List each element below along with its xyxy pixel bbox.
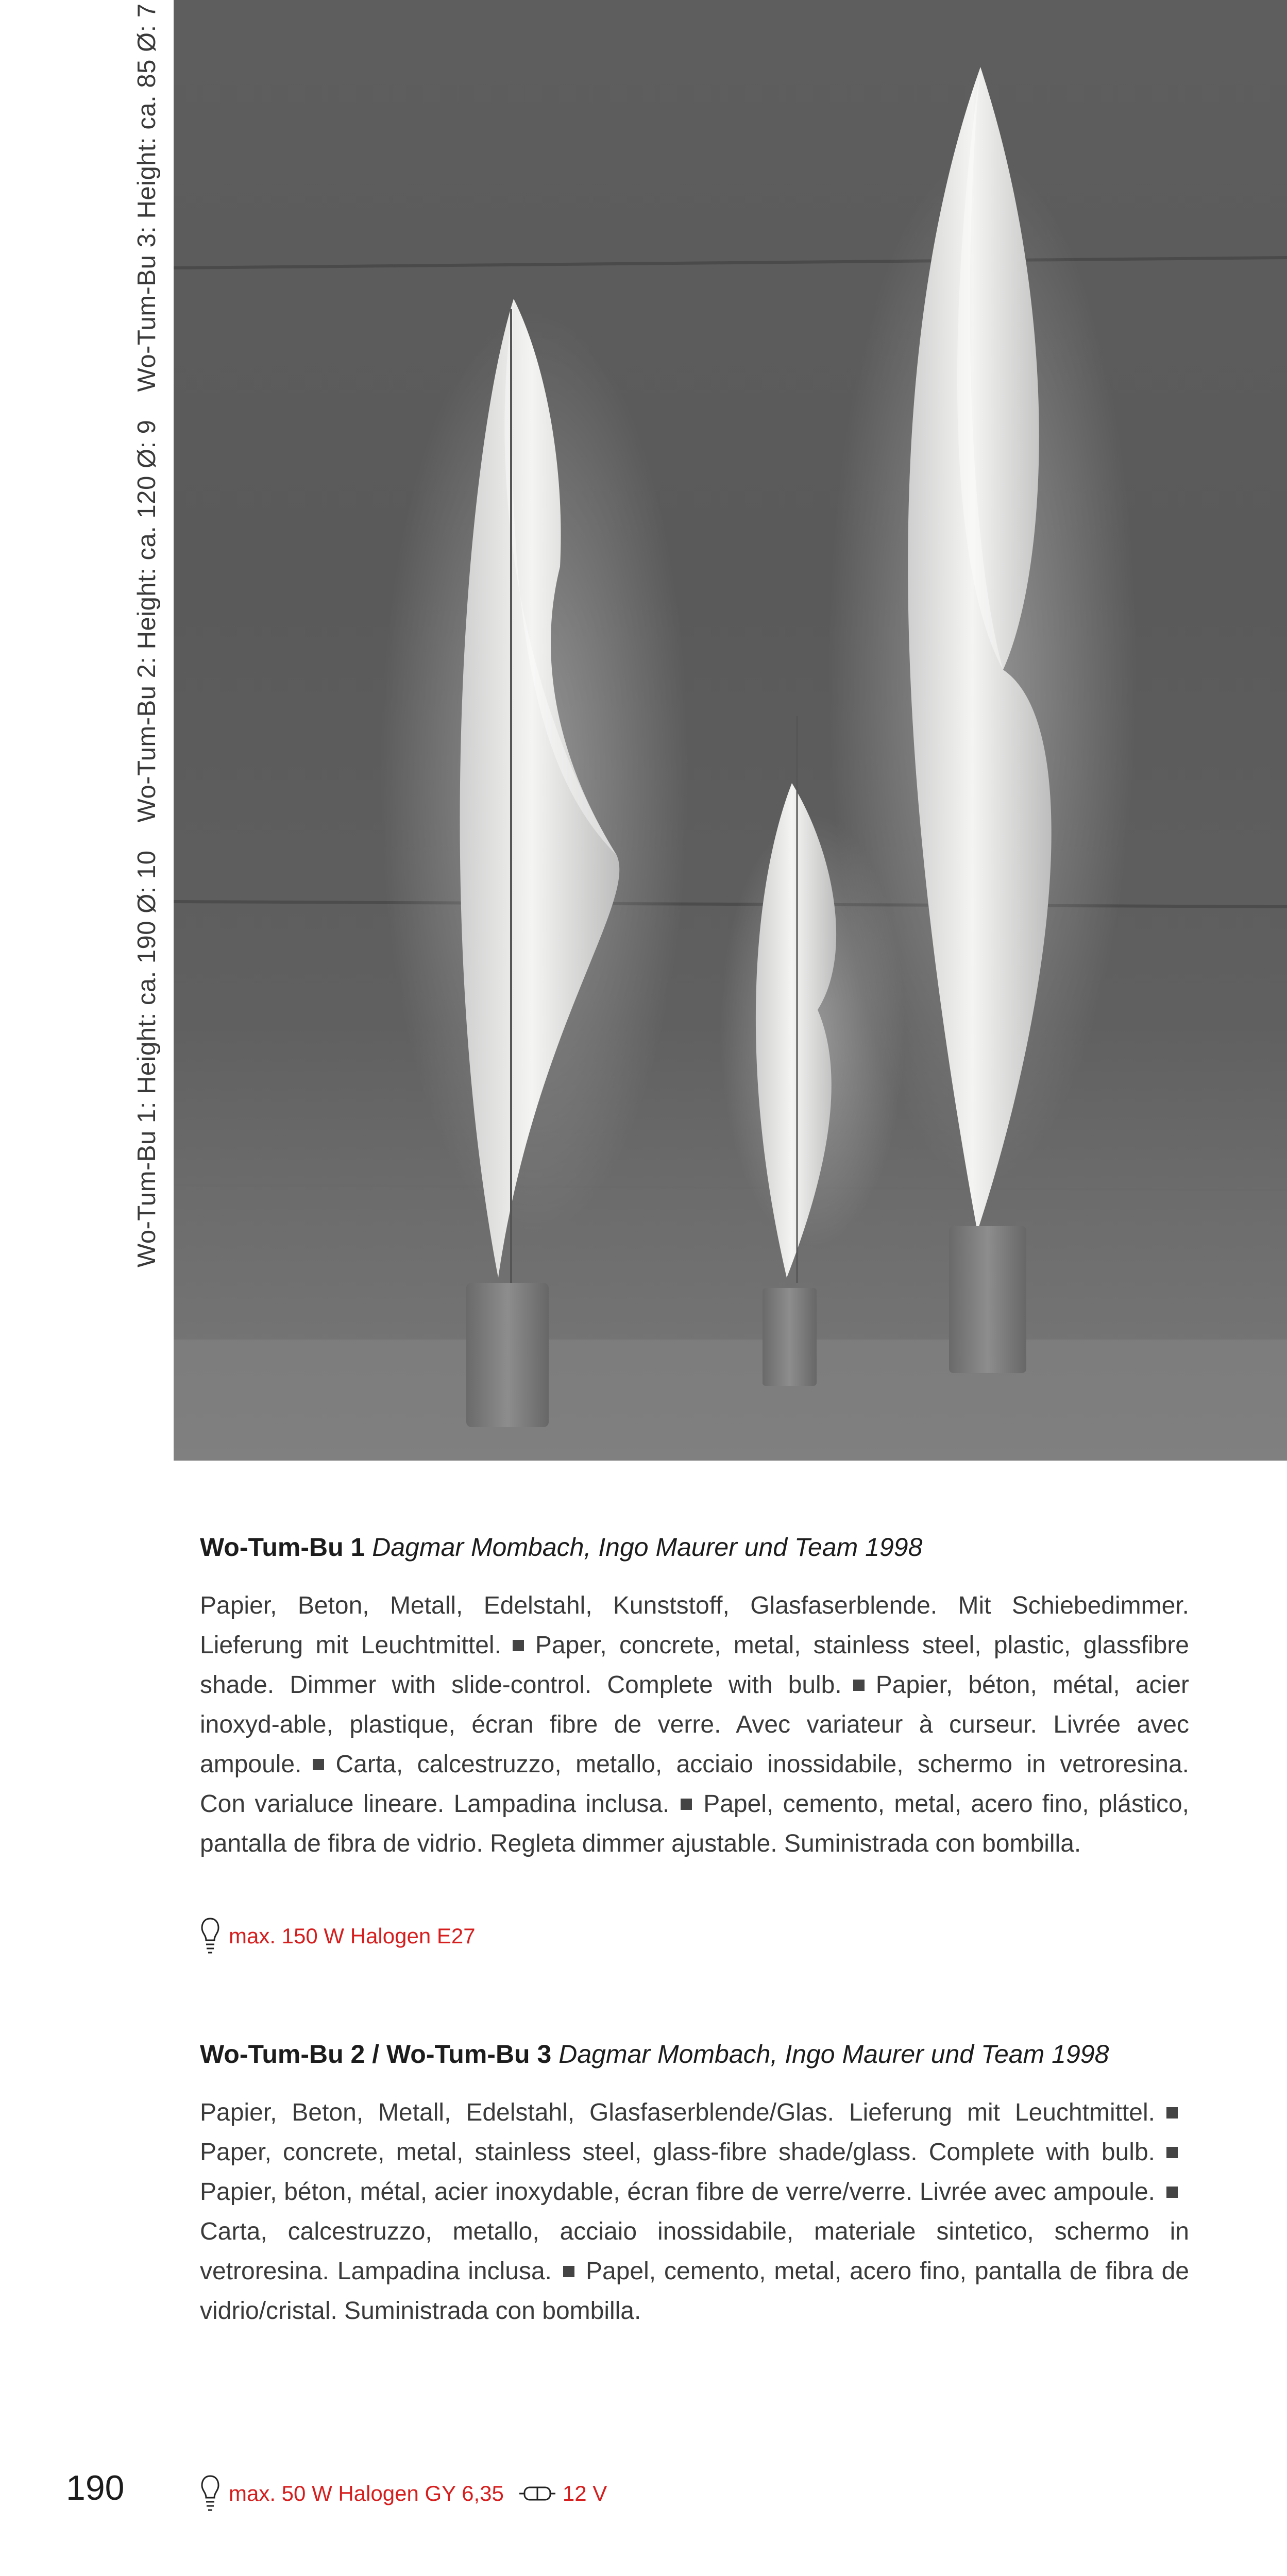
product-description (200, 1586, 1189, 1863)
page-number: 190 (66, 2468, 125, 2507)
product-title (200, 1529, 1189, 1565)
desc-it: Carta, calcestruzzo, metallo, acciaio inossidabile, materiale sintetico, schermo in vetroresina. Lampadina inclusa. (200, 2218, 1189, 2285)
product-name: Wo-Tum-Bu 1 (200, 1533, 365, 1562)
voltage-text: 12 V (562, 2481, 607, 2505)
desc-de: Papier, Beton, Metall, Edelstahl, Kunststoff, Glasfaserblende. Mit Schiebedimmer. Lieferung mit Leuchtmittel. (200, 1592, 1189, 1659)
separator-square-icon (681, 1799, 692, 1810)
spec-line-1 (200, 1916, 476, 1957)
caption-item-3: Wo-Tum-Bu 3: Height: ca. 85 Ø: 7 (133, 3, 161, 392)
spec-text: max. 50 W Halogen GY 6,35 (229, 2481, 504, 2505)
separator-square-icon (563, 2266, 574, 2277)
separator-square-icon (313, 1759, 324, 1770)
desc-fr: Papier, béton, métal, acier inoxyd-able, plastique, écran fibre de verre. Avec variateur à curseur. Livrée avec ampoule. (200, 1671, 1189, 1778)
desc-es: Papel, cemento, metal, acero fino, plástico, pantalla de fibra de vidrio. Regleta dimmer ajustable. Suministrada con bombilla. (200, 1790, 1189, 1857)
bulb-icon (200, 2474, 221, 2513)
separator-square-icon (1166, 2147, 1178, 2158)
desc-it: Carta, calcestruzzo, metallo, acciaio inossidabile, schermo in vetroresina. Con varialuce lineare. Lampadina inclusa. (200, 1751, 1189, 1818)
desc-en: Paper, concrete, metal, stainless steel, plastic, glassfibre shade. Dimmer with slide-control. Complete with bulb. (200, 1632, 1189, 1699)
desc-en: Paper, concrete, metal, stainless steel, glass-fibre shade/glass. Complete with bulb. (200, 2139, 1155, 2166)
caption-item-1: Wo-Tum-Bu 1: Height: ca. 190 Ø: 10 (133, 850, 161, 1267)
caption-item-2: Wo-Tum-Bu 2: Height: ca. 120 Ø: 9 (133, 419, 161, 823)
product-wo-tum-bu-2-3 (200, 2036, 1189, 2331)
bulb-icon (200, 1917, 221, 1956)
three-paper-floor-lamps-photo-icon (174, 0, 1287, 1461)
product-photo (174, 0, 1287, 1461)
product-designers: Dagmar Mombach, Ingo Maurer und Team 1998 (372, 1533, 923, 1562)
spec-line-2 (200, 2473, 607, 2514)
product-wo-tum-bu-1 (200, 1529, 1189, 1863)
separator-square-icon (1166, 2107, 1178, 2119)
transformer-icon (519, 2483, 555, 2504)
desc-de: Papier, Beton, Metall, Edelstahl, Glasfaserblende/Glas. Lieferung mit Leuchtmittel. (200, 2099, 1155, 2126)
separator-square-icon (1166, 2187, 1178, 2198)
product-name: Wo-Tum-Bu 2 / Wo-Tum-Bu 3 (200, 2040, 552, 2069)
product-title (200, 2036, 1189, 2072)
spec-text: max. 150 W Halogen E27 (229, 1924, 476, 1948)
vertical-dimensions-caption (129, 3, 165, 1267)
separator-square-icon (853, 1680, 865, 1691)
separator-square-icon (513, 1640, 524, 1651)
desc-es: Papel, cemento, metal, acero fino, pantalla de fibra de vidrio/cristal. Suministrada con bombilla. (200, 2258, 1189, 2325)
product-description (200, 2093, 1189, 2331)
desc-fr: Papier, béton, métal, acier inoxydable, écran fibre de verre/verre. Livrée avec ampoule. (200, 2178, 1155, 2206)
product-designers: Dagmar Mombach, Ingo Maurer und Team 1998 (558, 2040, 1109, 2069)
